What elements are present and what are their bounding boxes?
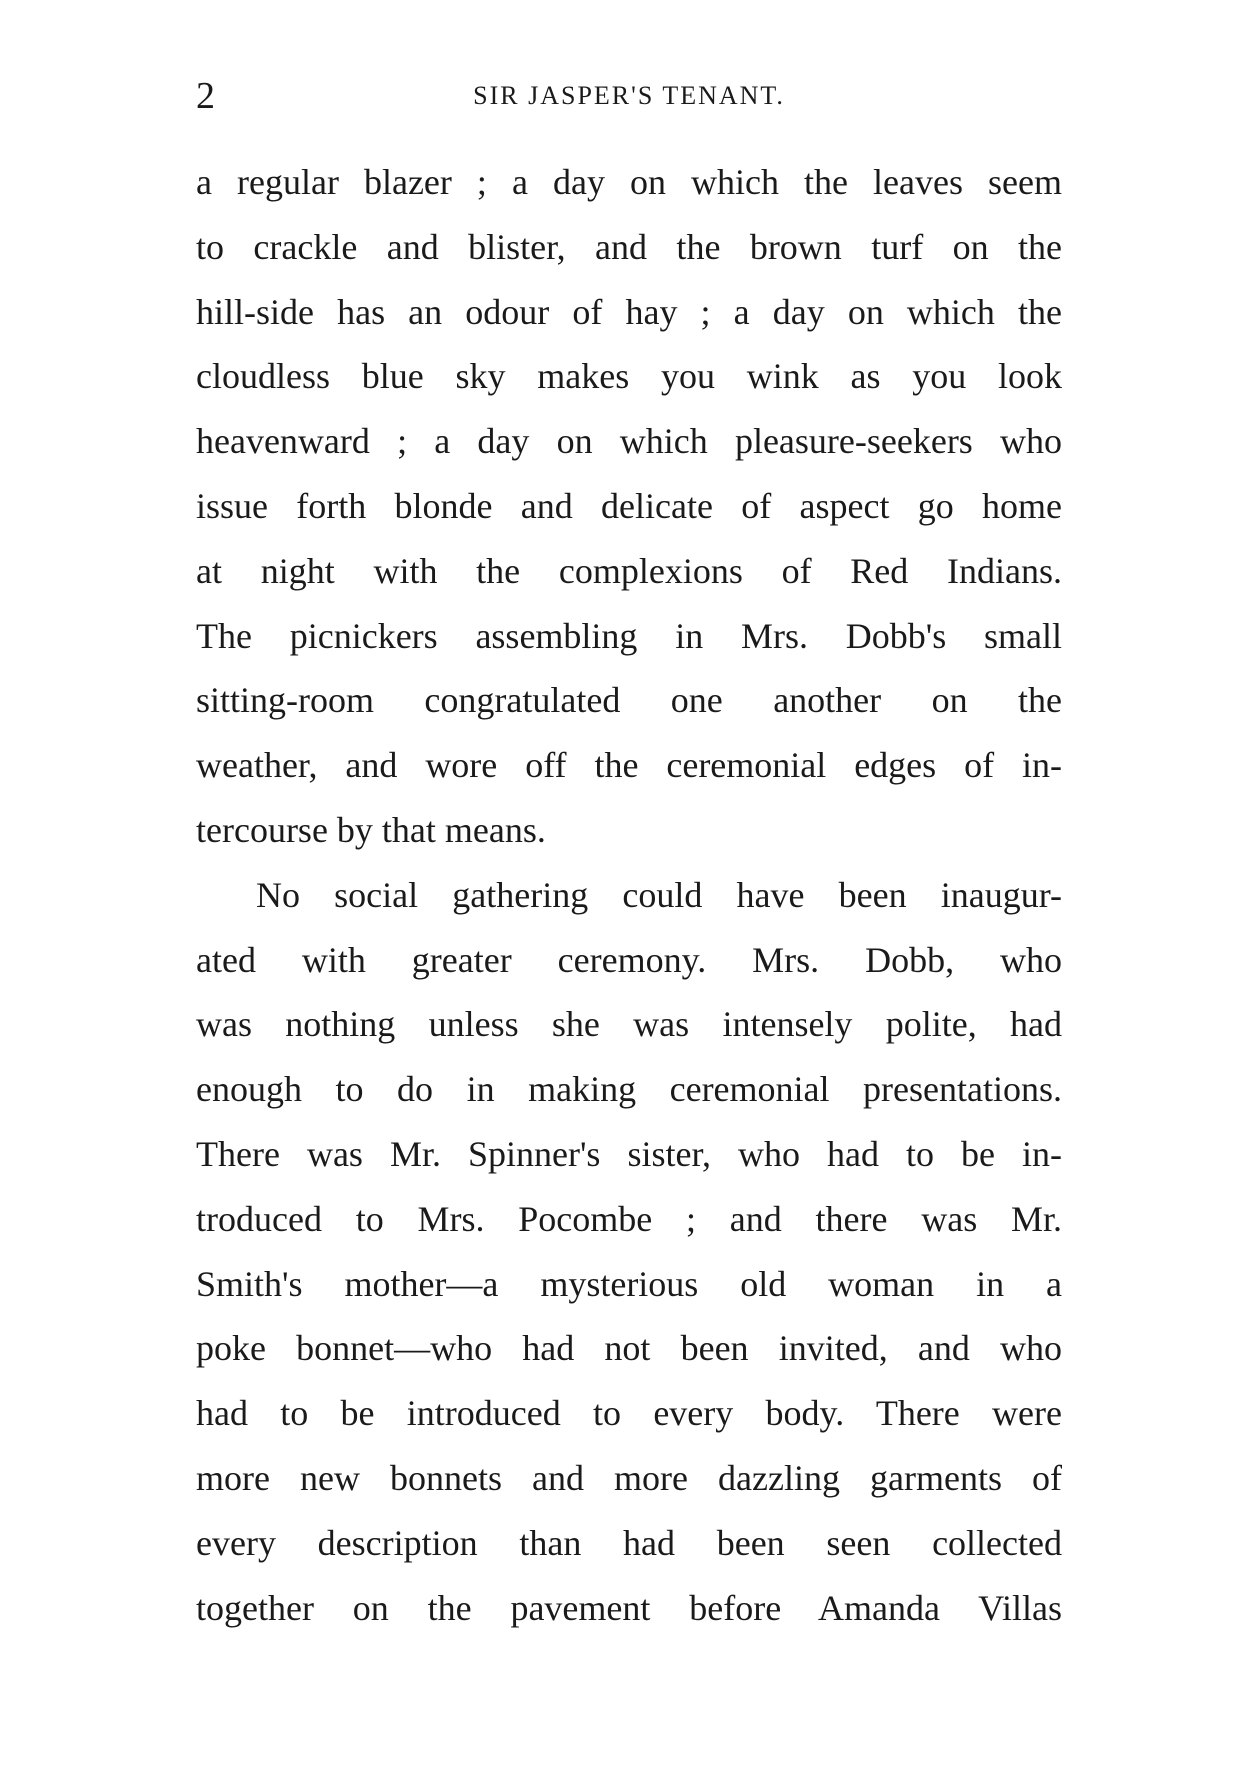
page-header <box>196 66 1062 126</box>
text-line: at night with the complexions of Red Indians. <box>196 550 1062 591</box>
text-line: poke bonnet—who had not been invited, and who <box>196 1328 1062 1369</box>
paragraph <box>196 150 1062 863</box>
paragraph <box>196 863 1062 1641</box>
text-line: Smith's mother—a mysterious old woman in a <box>196 1263 1062 1304</box>
text-line: enough to do in making ceremonial presentations. <box>196 1069 1062 1110</box>
text-line: cloudless blue sky makes you wink as you look <box>196 356 1062 397</box>
text-line: The picnickers assembling in Mrs. Dobb's small <box>196 615 1062 656</box>
text-line: a regular blazer ; a day on which the leaves seem <box>196 162 1062 202</box>
body-text <box>196 150 1062 1640</box>
text-line: together on the pavement before Amanda Villas <box>196 1587 1062 1628</box>
text-line: troduced to Mrs. Pocombe ; and there was Mr. <box>196 1198 1062 1239</box>
text-line: tercourse by that means. <box>196 809 546 850</box>
text-line: sitting-room congratulated one another on the <box>196 680 1062 721</box>
text-line: weather, and wore off the ceremonial edges of in- <box>196 745 1062 786</box>
text-line: issue forth blonde and delicate of aspect go home <box>196 485 1062 526</box>
text-line: to crackle and blister, and the brown turf on the <box>196 226 1062 267</box>
text-line: There was Mr. Spinner's sister, who had to be in- <box>196 1133 1062 1174</box>
text-line: more new bonnets and more dazzling garments of <box>196 1457 1062 1498</box>
text-line: was nothing unless she was intensely polite, had <box>196 1004 1062 1045</box>
running-title: SIR JASPER'S TENANT. <box>473 81 785 110</box>
text-line: heavenward ; a day on which pleasure-seekers who <box>196 421 1062 462</box>
text-line: had to be introduced to every body. There were <box>196 1393 1062 1434</box>
text-line: ated with greater ceremony. Mrs. Dobb, who <box>196 939 1062 980</box>
text-line: hill-side has an odour of hay ; a day on which the <box>196 291 1062 332</box>
text-line: every description than had been seen collected <box>196 1522 1062 1563</box>
page-number: 2 <box>196 75 215 117</box>
text-line: No social gathering could have been inaugur- <box>256 874 1062 915</box>
